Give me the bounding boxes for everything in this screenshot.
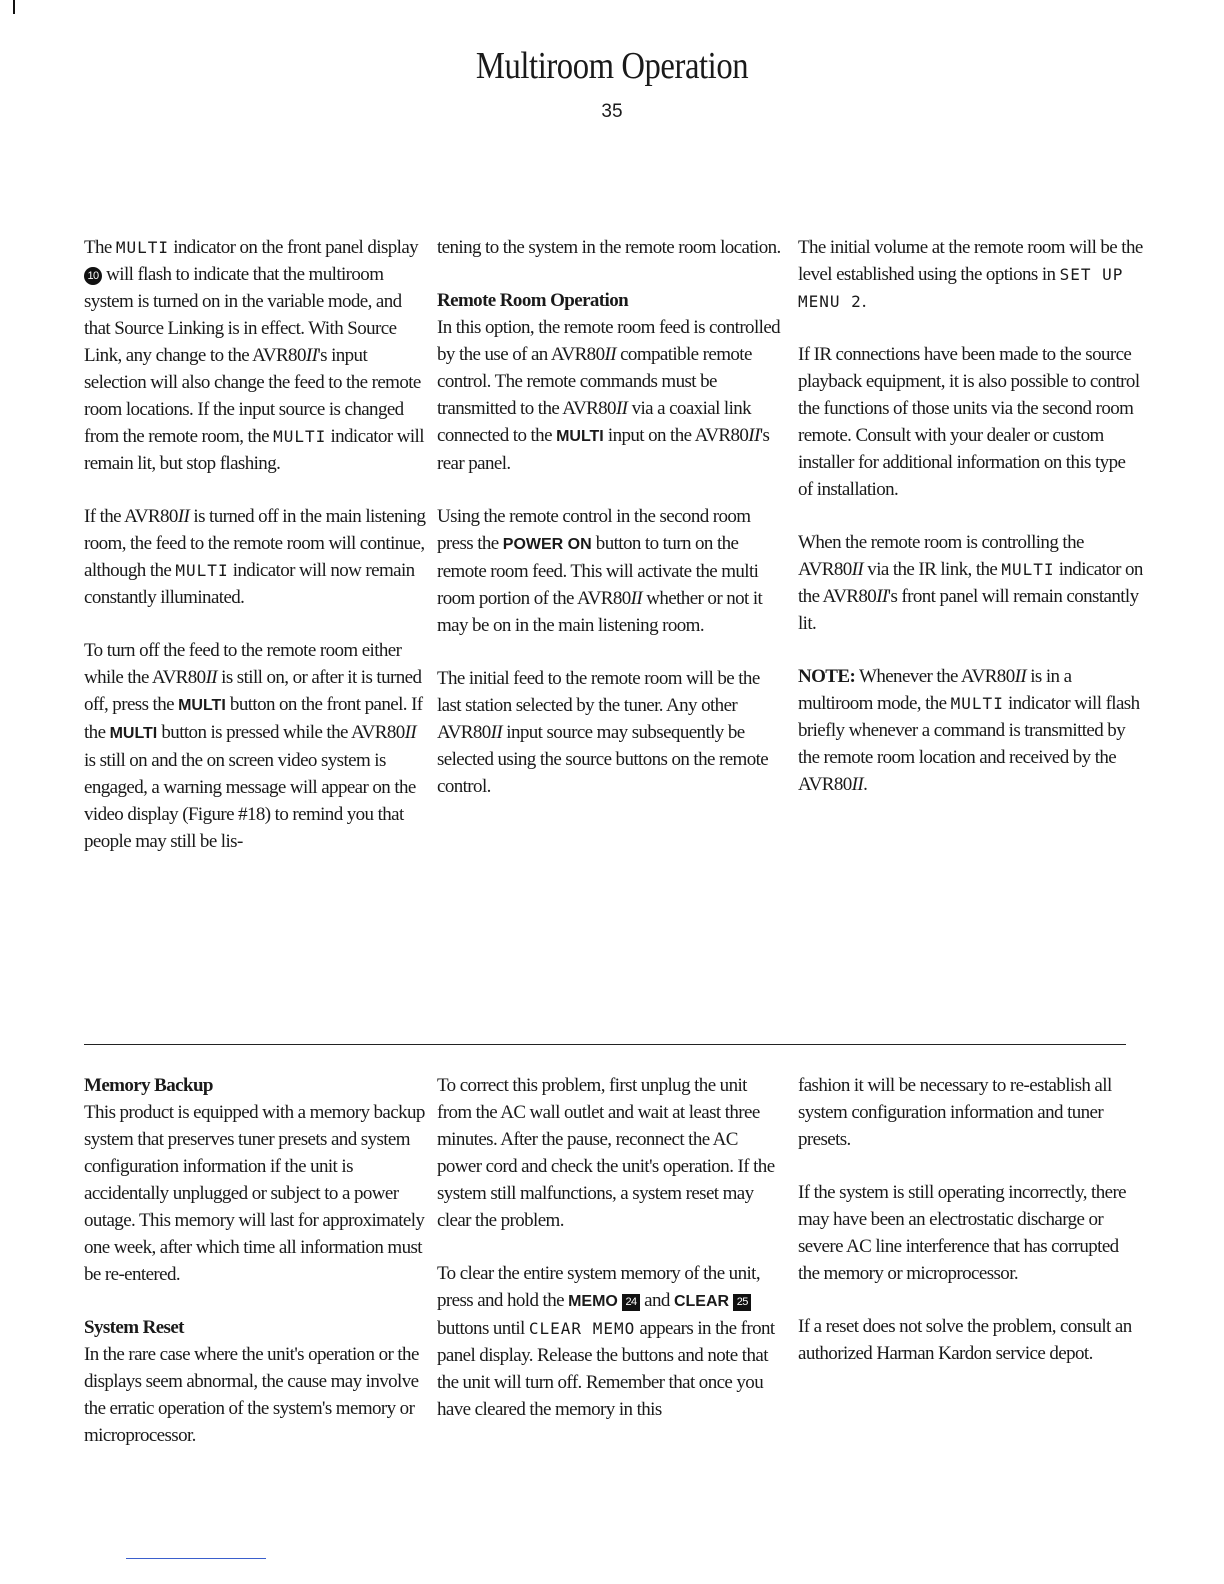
clear-button-label: CLEAR (673, 1293, 730, 1310)
section-heading: Memory Backup (84, 1075, 213, 1096)
multi-indicator-text: MULTI (950, 694, 1004, 713)
margin-mark (13, 0, 15, 14)
note-label: NOTE: (798, 666, 856, 687)
paragraph: This product is equipped with a memory backup system that preserves tuner presets and system configuration information if the unit is accidentally unplugged or subject to a power outage. This memory will last for approximately one week, after which time all information must be re-entered. (84, 1102, 425, 1285)
bottom-column-3 (798, 1072, 1143, 1367)
clear-memo-display-text: CLEAR MEMO (528, 1319, 636, 1338)
callout-number-icon: 24 (622, 1294, 640, 1311)
paragraph: When the remote room is controlling the AVR80II via the IR link, the MULTI indicator on the AVR80II's front panel will remain constantly lit. (798, 532, 1143, 634)
top-column-1 (84, 234, 429, 855)
section-divider (84, 1044, 1126, 1045)
paragraph: fashion it will be necessary to re-establish all system configuration information and tuner presets. (798, 1075, 1112, 1150)
paragraph: tening to the system in the remote room location. (437, 237, 781, 258)
top-column-2 (437, 234, 782, 800)
paragraph: The MULTI indicator on the front panel display 10 will flash to indicate that the multiroom system is turned on in the variable mode, and that Source Linking is in effect. With Source Link, any change to the AVR80II's input selection will also change the feed to the remote room locations. If the input source is changed from the remote room, the MULTI indicator will remain lit, but stop flashing. (84, 237, 424, 474)
paragraph: The initial volume at the remote room will be the level established using the options in SET UP MENU 2. (798, 237, 1143, 312)
footer-rule (126, 1558, 266, 1559)
bottom-column-1 (84, 1072, 429, 1449)
section-heading: System Reset (84, 1317, 184, 1338)
paragraph: The initial feed to the remote room will be the last station selected by the tuner. Any other AVR80II input source may subsequently be selected using the source buttons on the remote control. (437, 668, 769, 797)
memo-button-label: MEMO (568, 1293, 618, 1310)
paragraph: To turn off the feed to the remote room either while the AVR80II is still on, or after it is turned off, press the MULTI button on the front panel. If the MULTI button is pressed while the AVR80II is still on and the on screen video system is engaged, a warning message will appear on the video display (Figure #18) to remind you that people may still be lis- (84, 640, 423, 852)
multi-indicator-text: MULTI (273, 427, 327, 446)
paragraph: To correct this problem, first unplug the unit from the AC wall outlet and wait at least three minutes. After the pause, reconnect the AC power cord and check the unit's operation. If the system still malfunctions, a system reset may clear the problem. (437, 1075, 775, 1231)
callout-number-icon: 10 (84, 267, 102, 285)
paragraph: Using the remote control in the second room press the POWER ON button to turn on the remote room feed. This will activate the multi room portion of the AVR80II whether or not it may be on in the main listening room. (437, 506, 763, 636)
paragraph: In this option, the remote room feed is controlled by the use of an AVR80II compatible remote control. The remote commands must be transmitted to the AVR80II via a coaxial link connected to the MULTI input on the AVR80II's rear panel. (437, 317, 781, 474)
multi-indicator-text: MULTI (175, 561, 229, 580)
top-column-3 (798, 234, 1143, 798)
page-number: 35 (601, 101, 623, 122)
bottom-column-2 (437, 1072, 782, 1423)
multi-input-label: MULTI (556, 428, 604, 445)
paragraph: If the AVR80II is turned off in the main listening room, the feed to the remote room will continue, although the MULTI indicator will now remain constantly illuminated. (84, 506, 426, 608)
multi-button-label: MULTI (178, 697, 226, 714)
power-on-button-label: POWER ON (502, 536, 592, 553)
paragraph: If the system is still operating incorrectly, there may have been an electrostatic discharge or severe AC line interference that has corrupted the memory or microprocessor. (798, 1182, 1127, 1284)
setup-menu-indicator-text: SET UP MENU 2 (798, 265, 1124, 311)
page-title: Multiroom Operation (475, 45, 749, 87)
multi-indicator-text: MULTI (1001, 560, 1055, 579)
paragraph: If a reset does not solve the problem, consult an authorized Harman Kardon service depot. (798, 1316, 1132, 1364)
multi-indicator-text: MULTI (115, 238, 170, 257)
paragraph: If IR connections have been made to the source playback equipment, it is also possible to control the functions of those units via the second room remote. Consult with your dealer or custom installer for additional information on this type of installation. (798, 344, 1140, 500)
callout-number-icon: 25 (733, 1294, 751, 1311)
section-heading: Remote Room Operation (437, 290, 629, 311)
multi-button-label: MULTI (109, 725, 158, 742)
paragraph: To clear the entire system memory of the unit, press and hold the MEMO 24 and CLEAR 25 buttons until CLEAR MEMO appears in the front panel display. Release the buttons and note that the unit will turn off. Remember that once you have cleared the memory in this (437, 1263, 775, 1420)
note-paragraph: NOTE: Whenever the AVR80II is in a multiroom mode, the MULTI indicator will flash briefly whenever a command is transmitted by the remote room location and received by the AVR80II. (798, 666, 1140, 795)
paragraph: In the rare case where the unit's operation or the displays seem abnormal, the cause may involve the erratic operation of the system's memory or microprocessor. (84, 1344, 419, 1446)
